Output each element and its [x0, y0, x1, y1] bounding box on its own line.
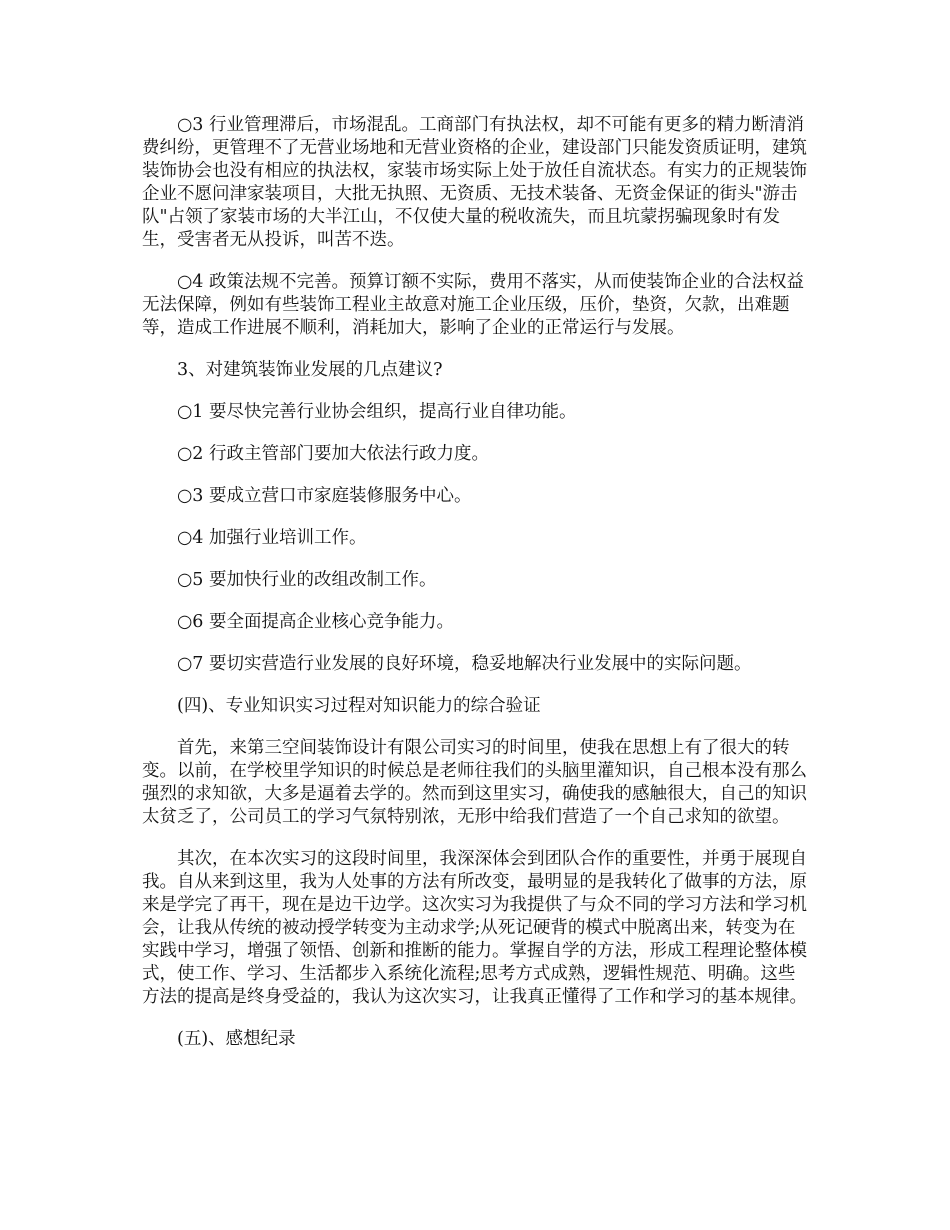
paragraph-second: 其次，在本次实习的这段时间里，我深深体会到团队合作的重要性，并勇于展现自我。自从来到这里，我为人处事的方法有所改变，最明显的是我转化了做事的方法，原来是学完了再干，现在是边干边学。这次实习为我提供了与众不同的学习方法和学习机会，让我从传统的被动授学转变为主动求学;从死记硬背的模式中脱离出来，转变为在实践中学习，增强了领悟、创新和推断的能力。掌握自学的方法，形成工程理论整体模式，使工作、学习、生活都步入系统化流程;思考方式成熟，逻辑性规范、明确。这些方法的提高是终身受益的，我认为这次实习，让我真正懂得了工作和学习的基本规律。: [142, 849, 807, 1007]
document-page: [142, 114, 812, 1070]
suggestion-item-1: ○1 要尽快完善行业协会组织，提高行业自律功能。: [177, 402, 577, 422]
paragraph-industry-management: ○3 行业管理滞后，市场混乱。工商部门有执法权，却不可能有更多的精力断清消费纠纷，更管理不了无营业场地和无营业资格的企业，建设部门只能发资质证明，建筑装饰协会也没有相应的执法权，家装市场实际上处于放任自流状态。有实力的正规装饰企业不愿问津家装项目，大批无执照、无资质、无技术装备、无资金保证的街头"游击队"占领了家装市场的大半江山，不仅使大量的税收流失，而且坑蒙拐骗现象时有发生，受害者无从投诉，叫苦不迭。: [142, 115, 807, 250]
paragraph-first: 首先，来第三空间装饰设计有限公司实习的时间里，使我在思想上有了很大的转变。以前，在学校里学知识的时候总是老师往我们的头脑里灌知识，自己根本没有那么强烈的求知欲，大多是逼着去学的。然而到这里实习，确使我的感触很大，自己的知识太贫乏了，公司员工的学习气氛特别浓，无形中给我们营造了一个自己求知的欲望。: [142, 738, 807, 827]
suggestion-item-3: ○3 要成立营口市家庭装修服务中心。: [177, 486, 472, 506]
suggestion-item-6: ○6 要全面提高企业核心竞争能力。: [177, 612, 454, 632]
suggestion-item-2: ○2 行政主管部门要加大依法行政力度。: [177, 444, 489, 464]
section-heading-five: (五)、感想纪录: [177, 1029, 296, 1049]
suggestion-item-7: ○7 要切实营造行业发展的良好环境，稳妥地解决行业发展中的实际问题。: [177, 654, 752, 674]
suggestion-item-4: ○4 加强行业培训工作。: [177, 528, 367, 548]
section-heading-four: (四)、专业知识实习过程对知识能力的综合验证: [177, 696, 541, 716]
suggestion-item-5: ○5 要加快行业的改组改制工作。: [177, 570, 437, 590]
section-heading-suggestions: 3、对建筑装饰业发展的几点建议?: [177, 360, 443, 380]
paragraph-policy-regulations: ○4 政策法规不完善。预算订额不实际，费用不落实，从而使装饰企业的合法权益无法保障，例如有些装饰工程业主故意对施工企业压级，压价，垫资，欠款，出难题等，造成工作进展不顺利，消耗加大，影响了企业的正常运行与发展。: [142, 272, 804, 338]
